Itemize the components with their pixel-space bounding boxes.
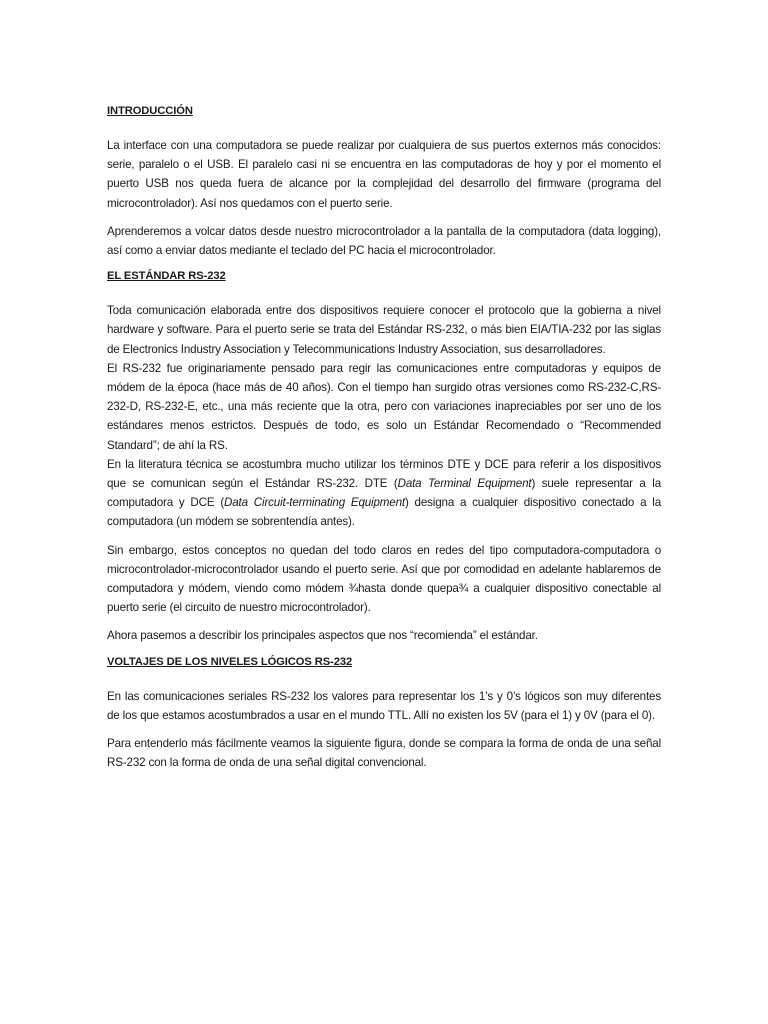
paragraph: En las comunicaciones seriales RS-232 los valores para representar los 1’s y 0’s lógicos son muy diferentes de los que estamos acostumbrados a usar en el mundo TTL. Allí no existen los 5V (para el 1) y 0V (para el 0). xyxy=(107,689,661,722)
paragraph: Para entenderlo más fácilmente veamos la siguiente figura, donde se compara la forma de onda de una señal RS-232 con la forma de onda de una señal digital convencional. xyxy=(107,737,661,770)
section-heading: EL ESTÁNDAR RS-232 xyxy=(107,270,226,283)
text-run: ) designa a cualquier dispositivo conectado a la computadora (un módem se sobrentendía antes). xyxy=(107,496,661,529)
text-run: ) suele representar a la computadora y DCE ( xyxy=(107,477,661,510)
italic-term: Data Circuit-terminating Equipment xyxy=(224,496,405,510)
paragraph: El RS-232 fue originariamente pensado para regir las comunicaciones entre computadoras y equipos de módem de la época (hace más de 40 años). Con el tiempo han surgido otras versiones como RS-232-C,RS-232-D, RS-232-E, etc., una más reciente que la otra, pero con variaciones inapreciables por ser uno de los estándares menos estrictos. Después de todo, es solo un Estándar Recomendado o “Recommended Standard”; de ahí la RS. xyxy=(107,361,661,452)
section-heading: INTRODUCCIÓN xyxy=(107,105,193,117)
paragraph: Ahora pasemos a describir los principales aspectos que nos “recomienda” el estándar. xyxy=(107,629,538,643)
section-voltajes xyxy=(107,655,661,773)
paragraph: Toda comunicación elaborada entre dos dispositivos requiere conocer el protocolo que la gobierna a nivel hardware y software. Para el puerto serie se trata del Estándar RS-232, o más bien EIA/TIA-232 por las siglas de Electronics Industry Association y Telecommunications Industry Association, sus desarrolladores. xyxy=(107,304,661,356)
italic-term: Data Terminal Equipment xyxy=(397,477,532,491)
paragraph-dte-dce xyxy=(107,455,661,532)
paragraph: Sin embargo, estos conceptos no quedan del todo claros en redes del tipo computadora-computadora o microcontrolador-microcontrolador usando el puerto serie. Así que por comodidad en adelante hablaremos de computadora y módem, viendo como módem ¾hasta donde quepa¾ a cualquier dispositivo conectable al puerto serie (el circuito de nuestro microcontrolador). xyxy=(107,543,661,615)
section-heading: VOLTAJES DE LOS NIVELES LÓGICOS RS-232 xyxy=(107,655,353,668)
paragraph: La interface con una computadora se puede realizar por cualquiera de sus puertos externos más conocidos: serie, paralelo o el USB. El paralelo casi ni se encuentra en las computadoras de hoy y por el momento el puerto USB nos queda fuera de alcance por la complejidad del desarrollo del firmware (programa del microcontrolador). Así nos quedamos con el puerto serie. xyxy=(107,139,661,210)
text-run: En la literatura técnica se acostumbra mucho utilizar los términos DTE y DCE para referir a los dispositivos que se comunican según el Estándar RS-232. DTE ( xyxy=(107,457,661,491)
section-estandar-rs232 xyxy=(107,269,661,645)
section-introduccion xyxy=(107,104,661,260)
document-body xyxy=(107,104,661,781)
paragraph: Aprenderemos a volcar datos desde nuestro microcontrolador a la pantalla de la computadora (data logging), así como a enviar datos mediante el teclado del PC hacia el microcontrolador. xyxy=(107,224,661,258)
